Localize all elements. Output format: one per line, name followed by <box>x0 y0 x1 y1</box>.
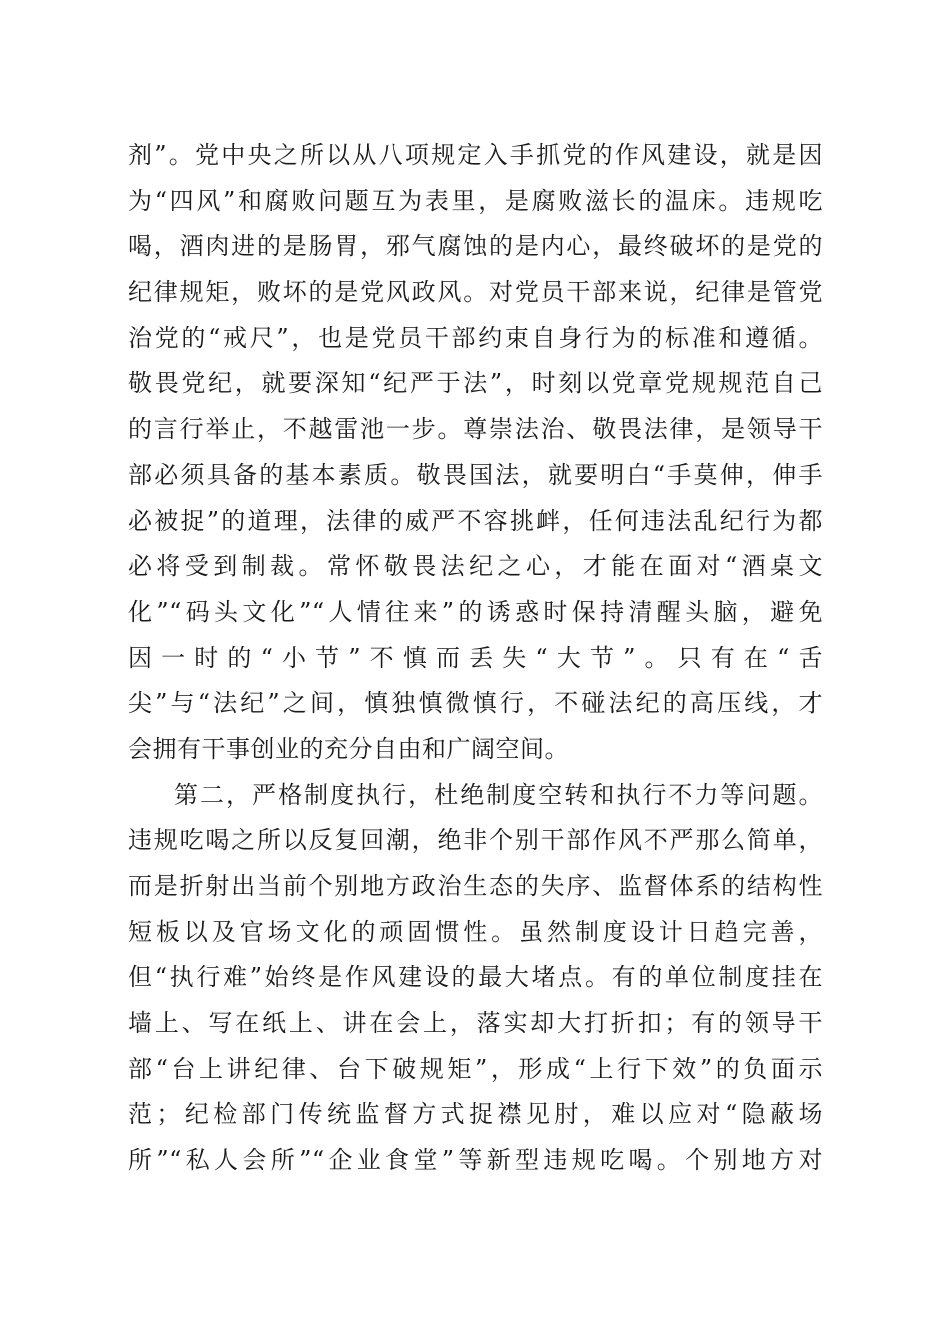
text-line: 必被捉”的道理，法律的威严不容挑衅，任何违法乱纪行为都 <box>128 506 823 535</box>
text-line: 而是折射出当前个别地方政治生态的失序、监督体系的结构性 <box>128 872 823 900</box>
text-line: 剂”。党中央之所以从八项规定入手抓党的作风建设，就是因 <box>128 141 823 169</box>
text-line: 墙上、写在纸上、讲在会上，落实却大打折扣；有的领导干 <box>128 1009 823 1038</box>
text-line: 但“执行难”始终是作风建设的最大堵点。有的单位制度挂在 <box>128 963 823 992</box>
text-line: 短板以及官场文化的顽固惯性。虽然制度设计日趋完善， <box>128 917 823 946</box>
text-line: 因一时的“小节”不慎而丢失“大节”。只有在“舌 <box>128 643 823 672</box>
text-line: 尖”与“法纪”之间，慎独慎微慎行，不碰法纪的高压线，才 <box>128 689 823 718</box>
text-line: 治党的“戒尺”，也是党员干部约束自身行为的标准和遵循。 <box>128 323 823 352</box>
text-line: 喝，酒肉进的是肠胃，邪气腐蚀的是内心，最终破坏的是党的 <box>128 232 823 261</box>
text-line: 违规吃喝之所以反复回潮，绝非个别干部作风不严那么简单， <box>128 826 823 855</box>
text-line: 为“四风”和腐败问题互为表里，是腐败滋长的温床。违规吃 <box>128 186 823 215</box>
text-line: 敬畏党纪，就要深知“纪严于法”，时刻以党章党规规范自己 <box>128 369 823 398</box>
text-line: 范；纪检部门传统监督方式捉襟见肘，难以应对“隐蔽场 <box>128 1100 823 1129</box>
text-line: 必将受到制裁。常怀敬畏法纪之心，才能在面对“酒桌文 <box>128 552 823 581</box>
text-line: 部“台上讲纪律、台下破规矩”，形成“上行下效”的负面示 <box>128 1054 823 1083</box>
paragraph-first-line: 第二，严格制度执行，杜绝制度空转和执行不力等问题。 <box>174 780 823 809</box>
paragraph-end-line: 会拥有干事创业的充分自由和广阔空间。 <box>128 734 569 763</box>
body-text <box>128 133 823 1184</box>
text-line: 化”“码头文化”“人情往来”的诱惑时保持清醒头脑，避免 <box>128 597 823 626</box>
text-line: 部必须具备的基本素质。敬畏国法，就要明白“手莫伸，伸手 <box>128 460 823 489</box>
text-line: 所”“私人会所”“企业食堂”等新型违规吃喝。个别地方对 <box>128 1146 823 1175</box>
text-line: 的言行举止，不越雷池一步。尊崇法治、敬畏法律，是领导干 <box>128 415 823 444</box>
text-line: 纪律规矩，败坏的是党风政风。对党员干部来说，纪律是管党 <box>128 278 823 307</box>
